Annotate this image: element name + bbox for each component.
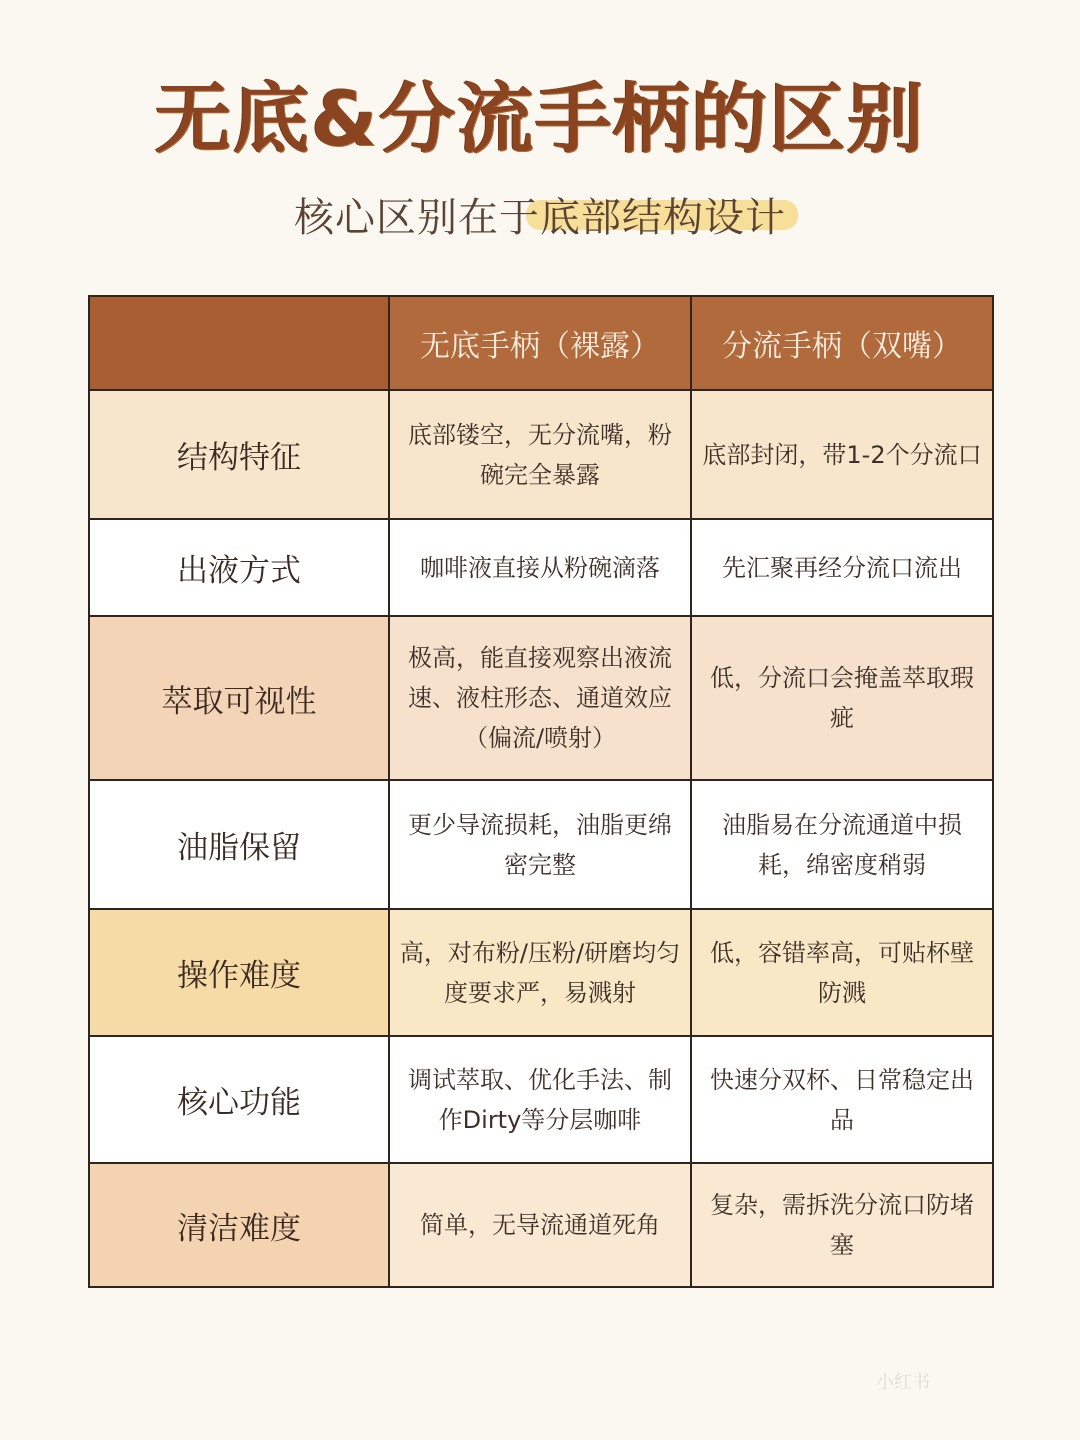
table-row xyxy=(89,519,993,616)
header-corner xyxy=(89,296,389,390)
table-row xyxy=(89,1036,993,1163)
subtitle-block xyxy=(0,186,1080,243)
cell-split: 低，容错率高，可贴杯壁防溅 xyxy=(691,909,993,1036)
row-label: 结构特征 xyxy=(89,390,389,519)
cell-split: 底部封闭，带1-2个分流口 xyxy=(691,390,993,519)
row-label: 油脂保留 xyxy=(89,780,389,909)
table-row xyxy=(89,616,993,780)
table-row xyxy=(89,780,993,909)
cell-no-bottom: 调试萃取、优化手法、制作Dirty等分层咖啡 xyxy=(389,1036,691,1163)
cell-no-bottom: 极高，能直接观察出液流速、液柱形态、通道效应（偏流/喷射） xyxy=(389,616,691,780)
cell-split: 油脂易在分流通道中损耗，绵密度稍弱 xyxy=(691,780,993,909)
table-row xyxy=(89,1163,993,1287)
cell-no-bottom: 简单，无导流通道死角 xyxy=(389,1163,691,1287)
table-row xyxy=(89,390,993,519)
row-label: 操作难度 xyxy=(89,909,389,1036)
row-label: 核心功能 xyxy=(89,1036,389,1163)
header-no-bottom: 无底手柄（裸露） xyxy=(389,296,691,390)
header-split: 分流手柄（双嘴） xyxy=(691,296,993,390)
row-label: 清洁难度 xyxy=(89,1163,389,1287)
subtitle xyxy=(294,186,786,243)
table-header-row xyxy=(89,296,993,390)
table-row xyxy=(89,909,993,1036)
row-label: 萃取可视性 xyxy=(89,616,389,780)
cell-split: 复杂，需拆洗分流口防堵塞 xyxy=(691,1163,993,1287)
row-label: 出液方式 xyxy=(89,519,389,616)
watermark: 小红书 xyxy=(876,1372,930,1393)
cell-no-bottom: 咖啡液直接从粉碗滴落 xyxy=(389,519,691,616)
subtitle-text: 核心区别在于底部结构设计 xyxy=(294,195,786,241)
cell-split: 低，分流口会掩盖萃取瑕疵 xyxy=(691,616,993,780)
cell-split: 先汇聚再经分流口流出 xyxy=(691,519,993,616)
cell-no-bottom: 高，对布粉/压粉/研磨均匀度要求严，易溅射 xyxy=(389,909,691,1036)
cell-split: 快速分双杯、日常稳定出品 xyxy=(691,1036,993,1163)
cell-no-bottom: 底部镂空，无分流嘴，粉碗完全暴露 xyxy=(389,390,691,519)
page-title: 无底&分流手柄的区别 xyxy=(154,74,926,163)
comparison-table xyxy=(88,295,994,1288)
cell-no-bottom: 更少导流损耗，油脂更绵密完整 xyxy=(389,780,691,909)
